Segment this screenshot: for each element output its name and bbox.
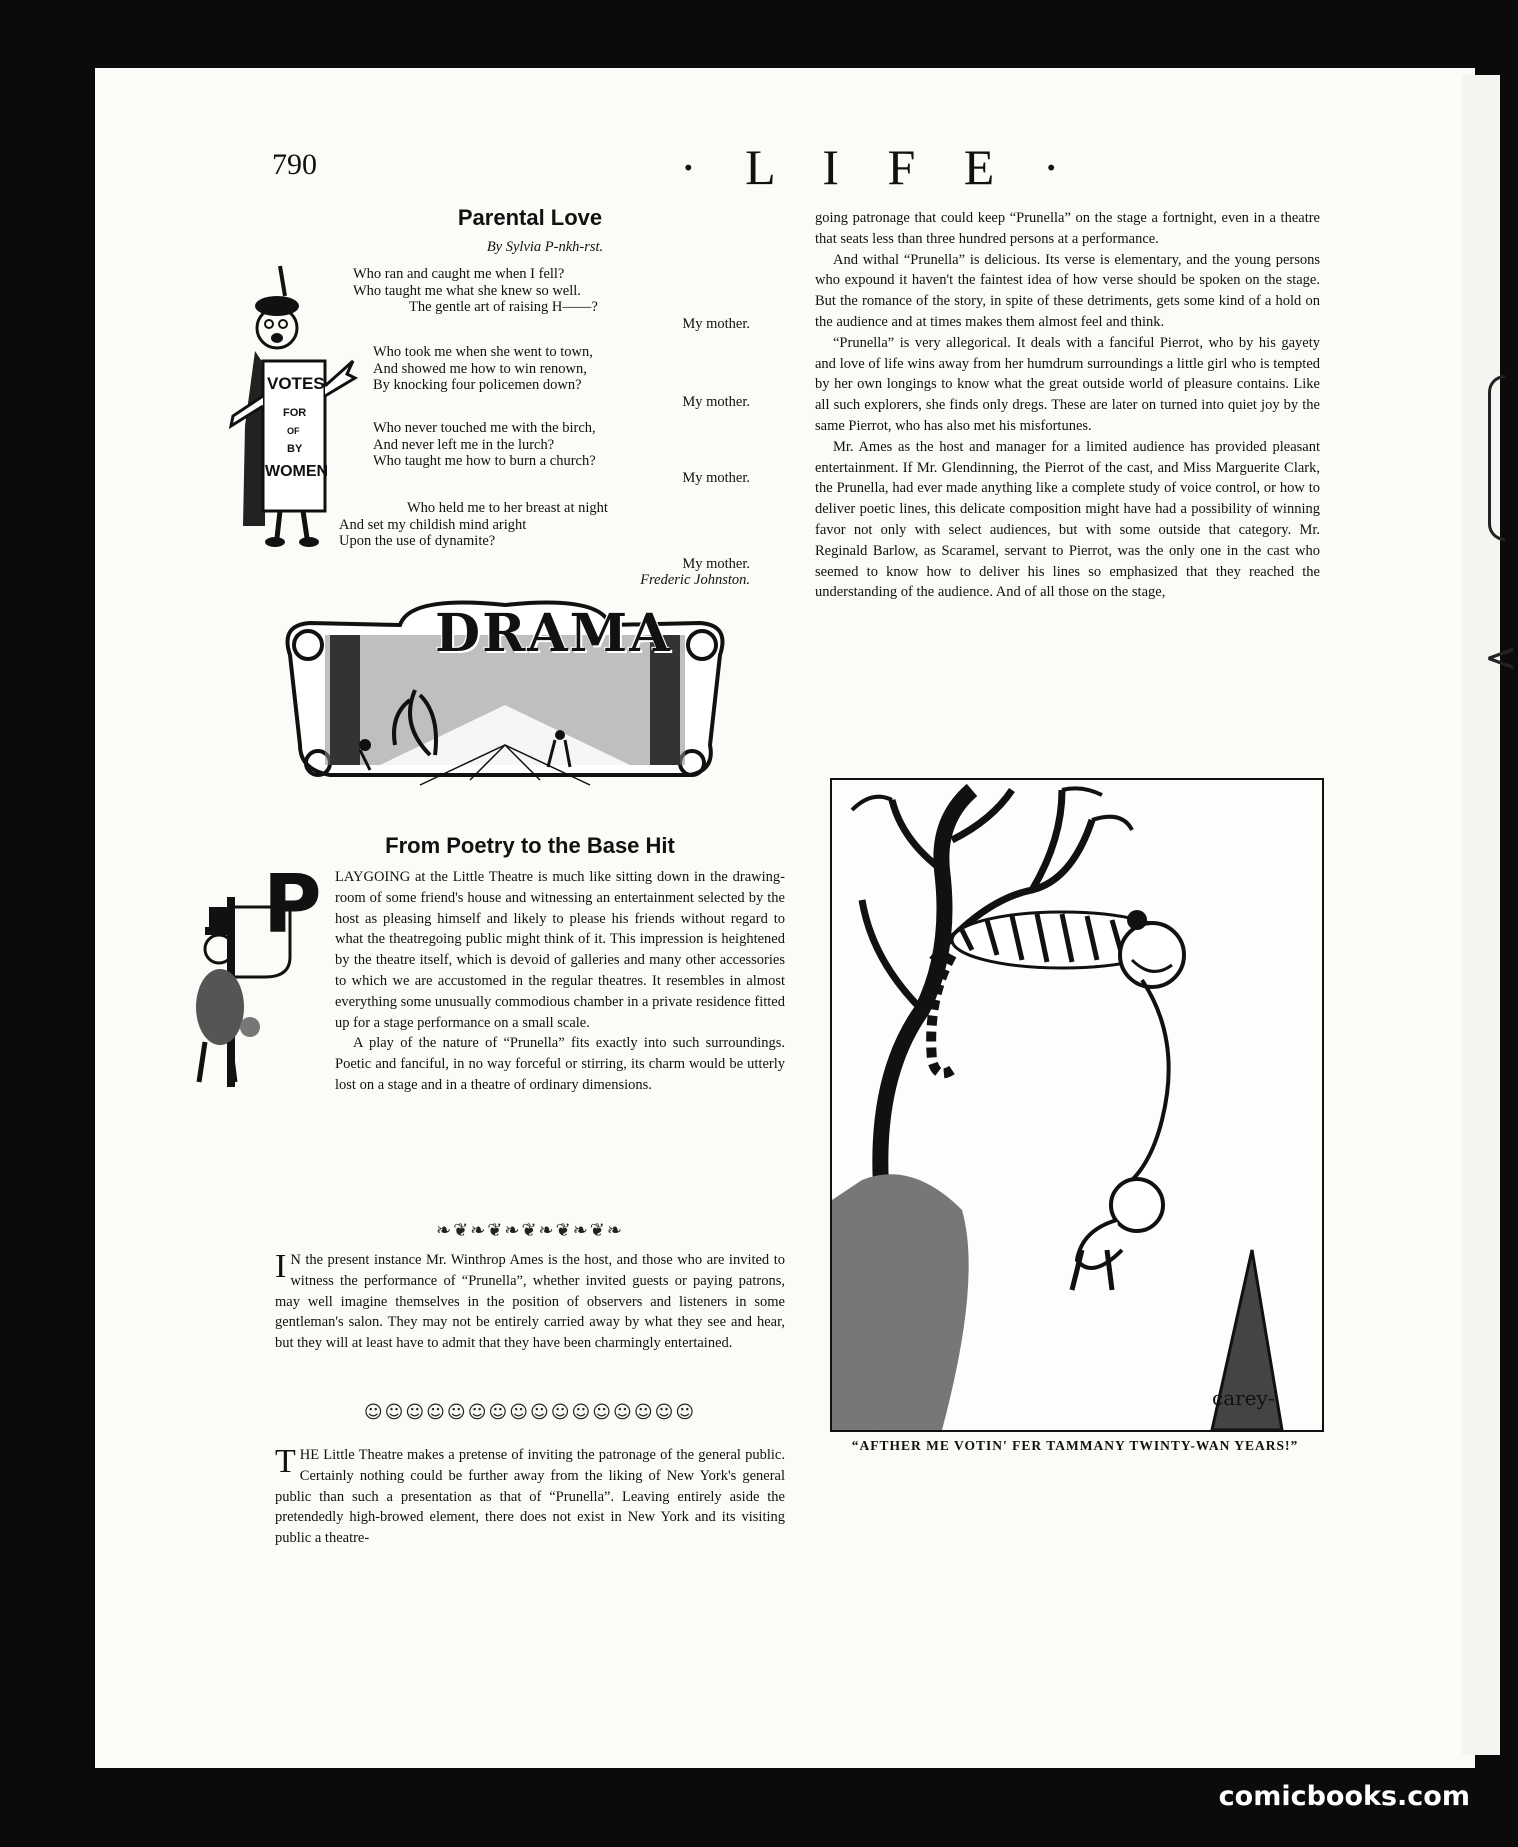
section-ornament: ❧❦❧❦❧❦❧❦❧❦❧ [436, 1220, 624, 1241]
sign-line-5: WOMEN [265, 463, 329, 480]
cartoon-illustration [830, 778, 1324, 1432]
drop-cap-t: T [275, 1443, 296, 1480]
cartoon-signature: carey- [1212, 1386, 1275, 1410]
facing-page-edge [1462, 75, 1518, 1755]
drop-cap-i: I [275, 1248, 287, 1285]
tiger-tree-cartoon [832, 780, 1322, 1430]
right-paragraph-3: “Prunella” is very allegorical. It deals with a fanciful Pierrot, who by his gayety and love of life wins away from her humdrum surroundings a little girl who is tempted by her own longings to know what the great outside world of pleasure contains. Like all such explorers, she finds only dregs. These are later on turned into quiet joy by the same Pierrot, who has also met his misfortunes. [815, 334, 1320, 434]
poem-title: Parental Love [457, 205, 603, 230]
poem-refrain: My mother. [682, 555, 750, 572]
watermark: comicbooks.com [1218, 1781, 1470, 1812]
poem [265, 266, 785, 596]
poem-refrain: My mother. [682, 393, 750, 410]
right-column [815, 208, 1320, 603]
poem-line: Who taught me how to burn a church? [373, 453, 596, 469]
facing-page-glyph: < [1484, 635, 1518, 681]
sign-line-3: OF [287, 426, 300, 436]
sign-line-2: FOR [283, 407, 307, 419]
sign-line-1: VOTES [267, 374, 325, 393]
drama-banner [270, 595, 740, 795]
facing-page-mark [1488, 375, 1505, 541]
cartoon-caption: “AFTHER ME VOTIN' FER TAMMANY TWINTY-WAN YEARS!” [851, 1438, 1299, 1453]
poem-line: Who ran and caught me when I fell? [353, 266, 565, 282]
poem-line: Who taught me what she knew so well. [353, 282, 581, 299]
right-paragraph-4: Mr. Ames as the host and manager for a limited audience has provided pleasant entertainment. If Mr. Glendinning, the Pierrot of the cast, and Miss Marguerite Clark, the Prunella, had ever made anything like a complete study of voice control, or how to deliver poetic lines, this delicate composition might have had a possibility of winning favor not only with select audiences, but with some outside that category. Mr. Reginald Barlow, as Scaramel, servant to Pierrot, was the only one in the cast who seemed to know how to deliver his lines so emphasized that they reached the understanding of the audience. And of all those on the stage, [815, 438, 1320, 601]
poem-line: Who held me to her breast at night [407, 500, 608, 516]
poem-line: And never left me in the lurch? [373, 436, 555, 453]
poem-line: By knocking four policemen down? [373, 377, 582, 393]
paragraph-text: HE Little Theatre makes a pretense of inviting the patronage of the general public. Certainly nothing could be further away from the liking of New York's general public than such a presentation as that of “Prunella”. Leaving entirely aside the pretendedly high-browed element, there does not exist in New York and its visiting public a theatre- [275, 1447, 785, 1547]
poem-line: Who took me when she went to town, [373, 344, 593, 360]
right-paragraph-2: And withal “Prunella” is delicious. Its verse is elementary, and the young persons who expound it haven't the faintest idea of how verse should be spoken on the stage. But the romance of the story, in spite of these detriments, gets some kind of a hold on the audience and at times makes them almost feel and think. [815, 251, 1320, 330]
drama-word: DRAMA [435, 603, 672, 664]
poem-line: Upon the use of dynamite? [339, 533, 496, 549]
paragraph-text: LAYGOING at the Little Theatre is much like sitting down in the drawing-room of some friend's house and witnessing an entertainment selected by the host as pleasing himself and likely to please his friends without regard to what the theatregoing public might think of it. This impression is heightened by the theatre itself, which is devoid of galleries and many other accessories to which we are accustomed in the regular theatres. It resembles in almost everything some unusually commodious chamber in a private residence fitted up for a stage performance on a small scale. [335, 869, 785, 1031]
poem-line: And showed me how to win renown, [373, 360, 587, 377]
suffragette-illustration [225, 266, 355, 556]
poem-refrain: My mother. [682, 315, 750, 332]
right-paragraph-1: going patronage that could keep “Prunella” on the stage a fortnight, even in a theatre that seats less than three hundred persons at a performance. [815, 210, 1320, 247]
paragraph-text: A play of the nature of “Prunella” fits exactly into such surroundings. Poetic and fanciful, in no way forceful or stirring, its charm would be utterly lost on a stage and in a theatre of ordinary dimensions. [335, 1035, 785, 1093]
paragraph-text: N the present instance Mr. Winthrop Ames is the host, and those who are invited to witness the performance of “Prunella”, whether invited guests or paying patrons, may well imagine themselves in the position of observers and listeners in some gentleman's salon. They may not be entirely carried away by what they see and hear, but they will at least have to admit that they have been charmingly entertained. [275, 1252, 785, 1352]
poem-line: And set my childish mind aright [339, 516, 527, 533]
masthead: · L I F E · [680, 139, 1078, 195]
article-paragraph-1 [263, 858, 785, 1117]
poem-author: Frederic Johnston. [640, 572, 750, 588]
section-ornament: ☺☺☺☺☺☺☺☺☺☺☺☺☺☺☺☺ [363, 1402, 697, 1423]
poem-line: The gentle art of raising H——? [409, 299, 598, 315]
stanza-3 [373, 420, 758, 486]
drop-cap-p: P [263, 858, 322, 951]
article-title: From Poetry to the Base Hit [385, 833, 675, 858]
stanza-2 [373, 344, 758, 410]
left-column [263, 205, 785, 1547]
poem-line: Who never touched me with the birch, [373, 420, 596, 436]
dropcap-illustration [195, 858, 335, 1117]
article-paragraph-2 [275, 1250, 785, 1354]
poem-byline: By Sylvia P-nkh-rst. [486, 239, 604, 255]
stanza-4 [339, 500, 758, 589]
poem-refrain: My mother. [682, 469, 750, 486]
stanza-1 [353, 266, 758, 332]
sign-line-4: BY [287, 443, 303, 455]
article-paragraph-3 [275, 1445, 785, 1549]
page-number: 790 [272, 148, 317, 181]
